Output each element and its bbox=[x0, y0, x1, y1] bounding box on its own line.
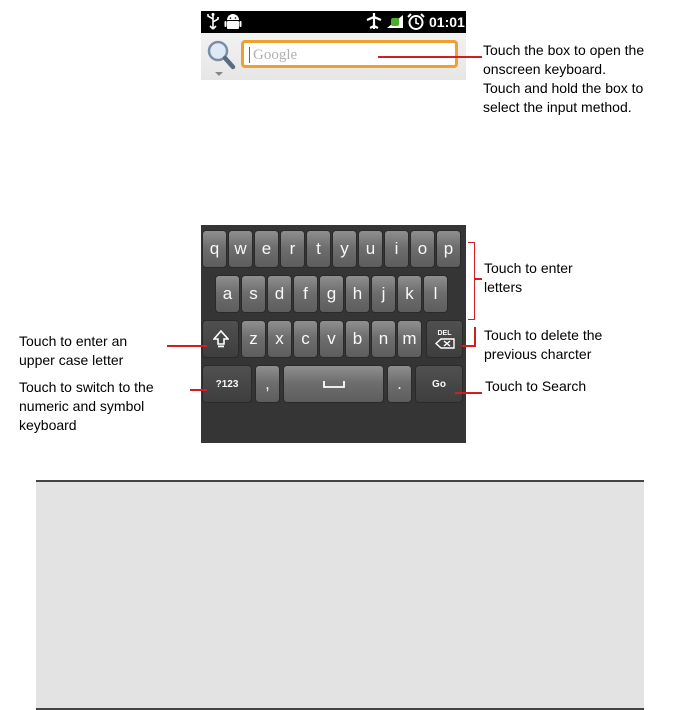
key-y[interactable]: y bbox=[332, 230, 357, 268]
key-p[interactable]: p bbox=[436, 230, 461, 268]
search-placeholder: Google bbox=[253, 47, 298, 63]
del-label: DEL bbox=[437, 329, 452, 337]
shift-icon bbox=[213, 330, 229, 348]
callout-line-2: onscreen keyboard. bbox=[483, 61, 606, 77]
alarm-icon bbox=[407, 13, 425, 30]
note-box bbox=[36, 480, 644, 710]
key-k[interactable]: k bbox=[397, 275, 422, 313]
search-box-callout-text bbox=[483, 41, 644, 117]
text-cursor bbox=[249, 47, 250, 63]
key-s[interactable]: s bbox=[241, 275, 266, 313]
key-n[interactable]: n bbox=[371, 320, 396, 358]
go-key[interactable]: Go bbox=[415, 365, 463, 403]
comma-key[interactable]: , bbox=[255, 365, 280, 403]
delete-key[interactable] bbox=[426, 320, 463, 358]
key-g[interactable]: g bbox=[319, 275, 344, 313]
delete-callout-text bbox=[484, 326, 602, 364]
key-z[interactable]: z bbox=[241, 320, 266, 358]
letters-callout-text bbox=[484, 259, 573, 297]
backspace-icon bbox=[435, 338, 455, 349]
key-w[interactable]: w bbox=[228, 230, 253, 268]
key-r[interactable]: r bbox=[280, 230, 305, 268]
delete-callout-vertical bbox=[474, 327, 476, 345]
callout-line-3: Touch and hold the box to bbox=[483, 80, 644, 96]
callout-line-1: Touch to switch to the bbox=[19, 379, 154, 395]
key-v[interactable]: v bbox=[319, 320, 344, 358]
airplane-mode-icon bbox=[365, 13, 383, 30]
signal-icon bbox=[385, 13, 405, 30]
key-t[interactable]: t bbox=[306, 230, 331, 268]
shift-key[interactable] bbox=[202, 320, 239, 358]
search-icon[interactable] bbox=[206, 39, 236, 77]
symbols-callout-text bbox=[19, 378, 154, 435]
callout-line-2: upper case letter bbox=[19, 352, 124, 368]
letters-callout-line bbox=[474, 278, 482, 280]
key-q[interactable]: q bbox=[202, 230, 227, 268]
phone-screen bbox=[201, 11, 466, 443]
callout-line-3: keyboard bbox=[19, 417, 77, 433]
key-c[interactable]: c bbox=[293, 320, 318, 358]
shift-callout-line bbox=[167, 345, 207, 347]
key-x[interactable]: x bbox=[267, 320, 292, 358]
android-debug-icon bbox=[224, 13, 242, 30]
key-m[interactable]: m bbox=[397, 320, 422, 358]
callout-line-1: Touch to enter bbox=[484, 260, 573, 276]
space-icon bbox=[323, 380, 345, 389]
search-box-callout-line bbox=[378, 56, 482, 58]
key-u[interactable]: u bbox=[358, 230, 383, 268]
status-time: 01:01 bbox=[429, 14, 465, 30]
key-i[interactable]: i bbox=[384, 230, 409, 268]
go-callout-text: Touch to Search bbox=[485, 378, 587, 394]
symbols-callout-line bbox=[190, 389, 207, 391]
letters-bracket bbox=[468, 242, 475, 320]
key-d[interactable]: d bbox=[267, 275, 292, 313]
key-o[interactable]: o bbox=[410, 230, 435, 268]
callout-line-2: previous charcter bbox=[484, 346, 592, 362]
callout-line-1: Touch to delete the bbox=[484, 327, 603, 343]
key-f[interactable]: f bbox=[293, 275, 318, 313]
key-h[interactable]: h bbox=[345, 275, 370, 313]
delete-callout-line bbox=[462, 345, 476, 347]
key-l[interactable]: l bbox=[423, 275, 448, 313]
key-b[interactable]: b bbox=[345, 320, 370, 358]
space-key[interactable] bbox=[283, 365, 384, 403]
usb-icon bbox=[206, 13, 220, 30]
key-e[interactable]: e bbox=[254, 230, 279, 268]
key-a[interactable]: a bbox=[215, 275, 240, 313]
callout-line-1: Touch the box to open the bbox=[483, 42, 645, 58]
period-key[interactable]: . bbox=[387, 365, 412, 403]
results-area bbox=[201, 80, 466, 225]
shift-callout-text bbox=[19, 332, 127, 370]
go-callout-line bbox=[455, 392, 482, 394]
callout-line-2: numeric and symbol bbox=[19, 398, 145, 414]
search-input[interactable] bbox=[241, 40, 458, 68]
callout-line-2: letters bbox=[484, 279, 523, 295]
key-j[interactable]: j bbox=[371, 275, 396, 313]
symbols-key[interactable]: ?123 bbox=[202, 365, 252, 403]
status-bar bbox=[201, 11, 466, 33]
callout-line-4: select the input method. bbox=[483, 99, 632, 115]
onscreen-keyboard bbox=[201, 225, 466, 443]
callout-line-1: Touch to enter an bbox=[19, 333, 128, 349]
